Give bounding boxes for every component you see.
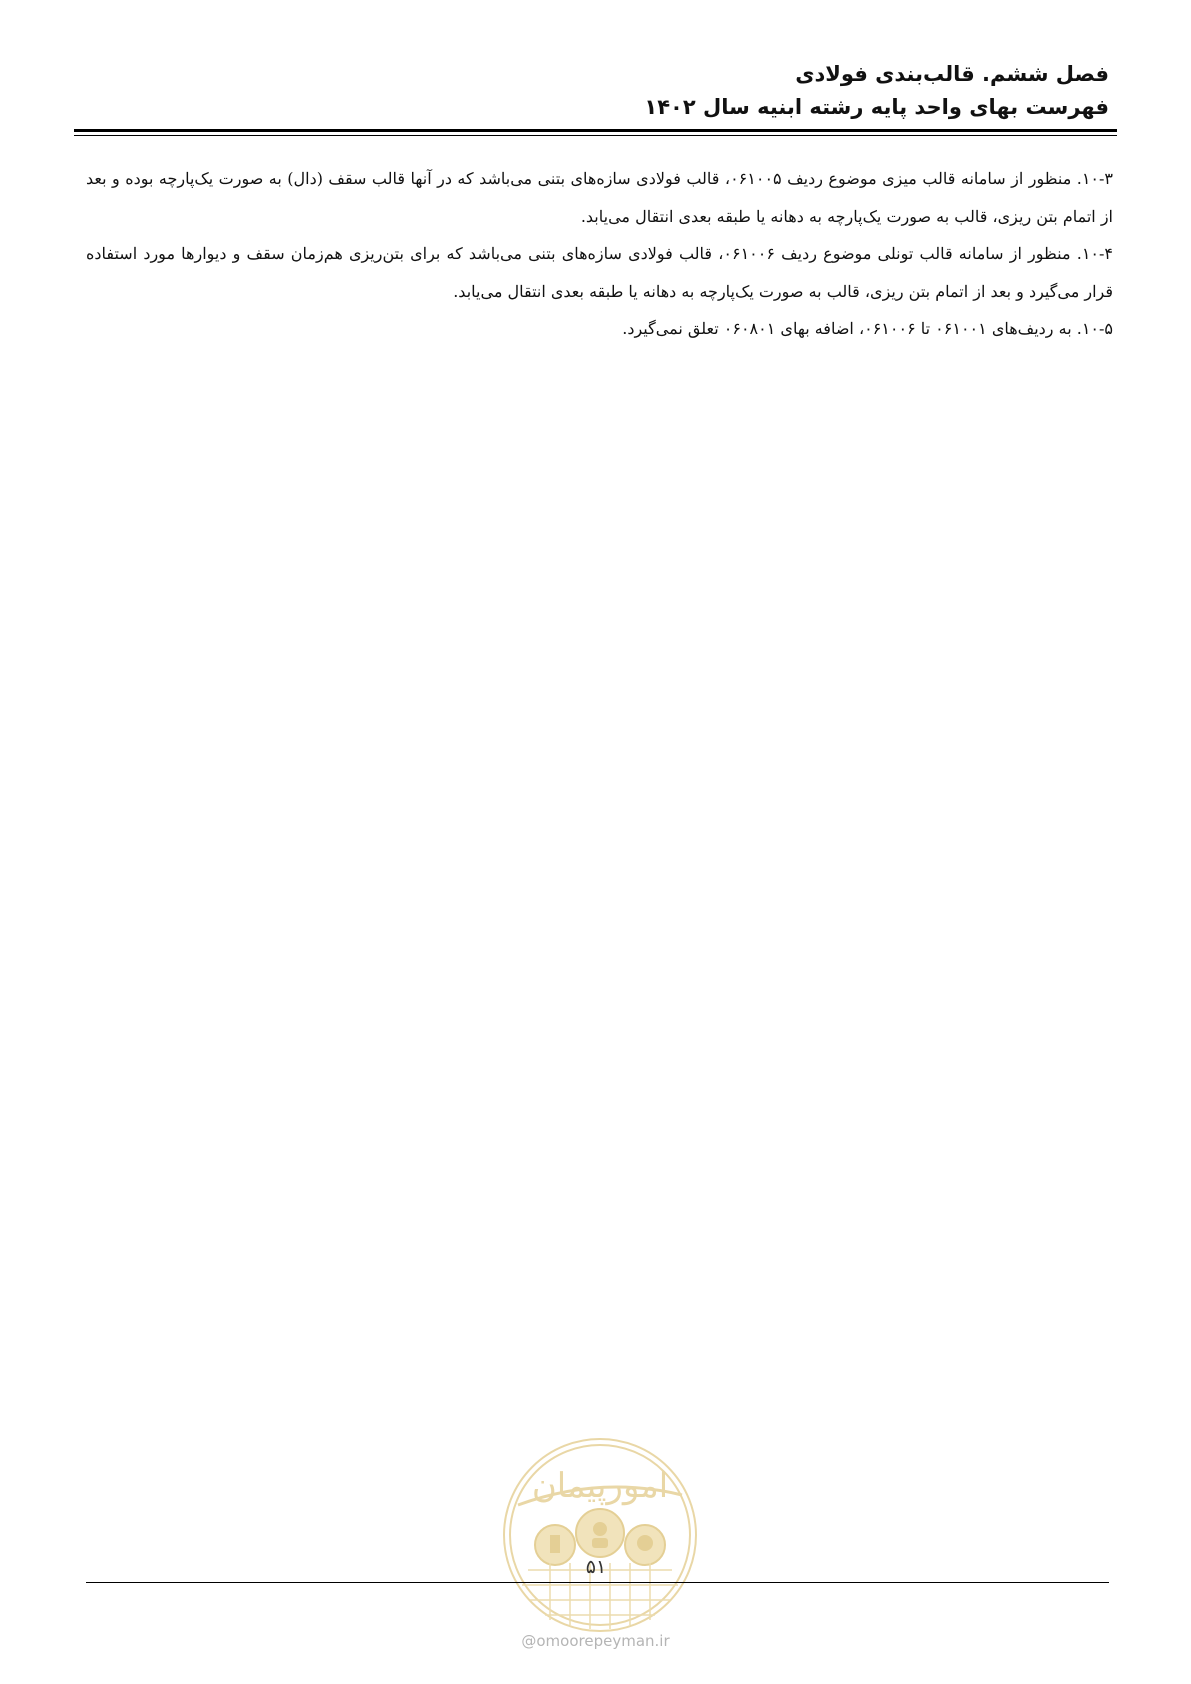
paragraph-10-5: ۱۰-۵. به ردیف‌های ۰۶۱۰۰۱ تا ۰۶۱۰۰۶، اضافه بهای ۰۶۰۸۰۱ تعلق نمی‌گیرد. [622,319,1113,338]
header-rule-thick [74,129,1117,132]
website-watermark: @omoorepeyman.ir [521,1632,670,1650]
paragraph-10-3: ۱۰-۳. منظور از سامانه قالب میزی موضوع ردیف ۰۶۱۰۰۵، قالب فولادی سازه‌های بتنی می‌باشد که در آنها قالب سقف (دال) به صورت یک‌پارچه بوده و بعد از اتمام بتن ریزی، قالب به صورت یک‌پارچه به دهانه یا طبقه بعدی انتقال می‌یابد. [86,169,1113,226]
page-number: ۵۱ [585,1556,607,1578]
paragraph-10-4: ۱۰-۴. منظور از سامانه قالب تونلی موضوع ردیف ۰۶۱۰۰۶، قالب فولادی سازه‌های بتنی می‌باشد که برای بتن‌ریزی هم‌زمان سقف و دیوارها مورد استفاده قرار می‌گیرد و بعد از اتمام بتن ریزی، قالب به صورت یک‌پارچه به دهانه یا طبقه بعدی انتقال می‌یابد. [86,244,1114,301]
chapter-title: فصل ششم. قالب‌بندی فولادی [795,62,1109,86]
footer-rule [86,1582,1109,1583]
omoorepeyman-seal-icon [500,1435,700,1635]
book-title: فهرست بهای واحد پایه رشته ابنیه سال ۱۴۰۲ [644,95,1109,119]
header-rule-thin [74,135,1117,136]
body-text [86,160,1113,348]
page-header [86,58,1109,124]
watermark-text: امورپیمان [531,1466,669,1506]
